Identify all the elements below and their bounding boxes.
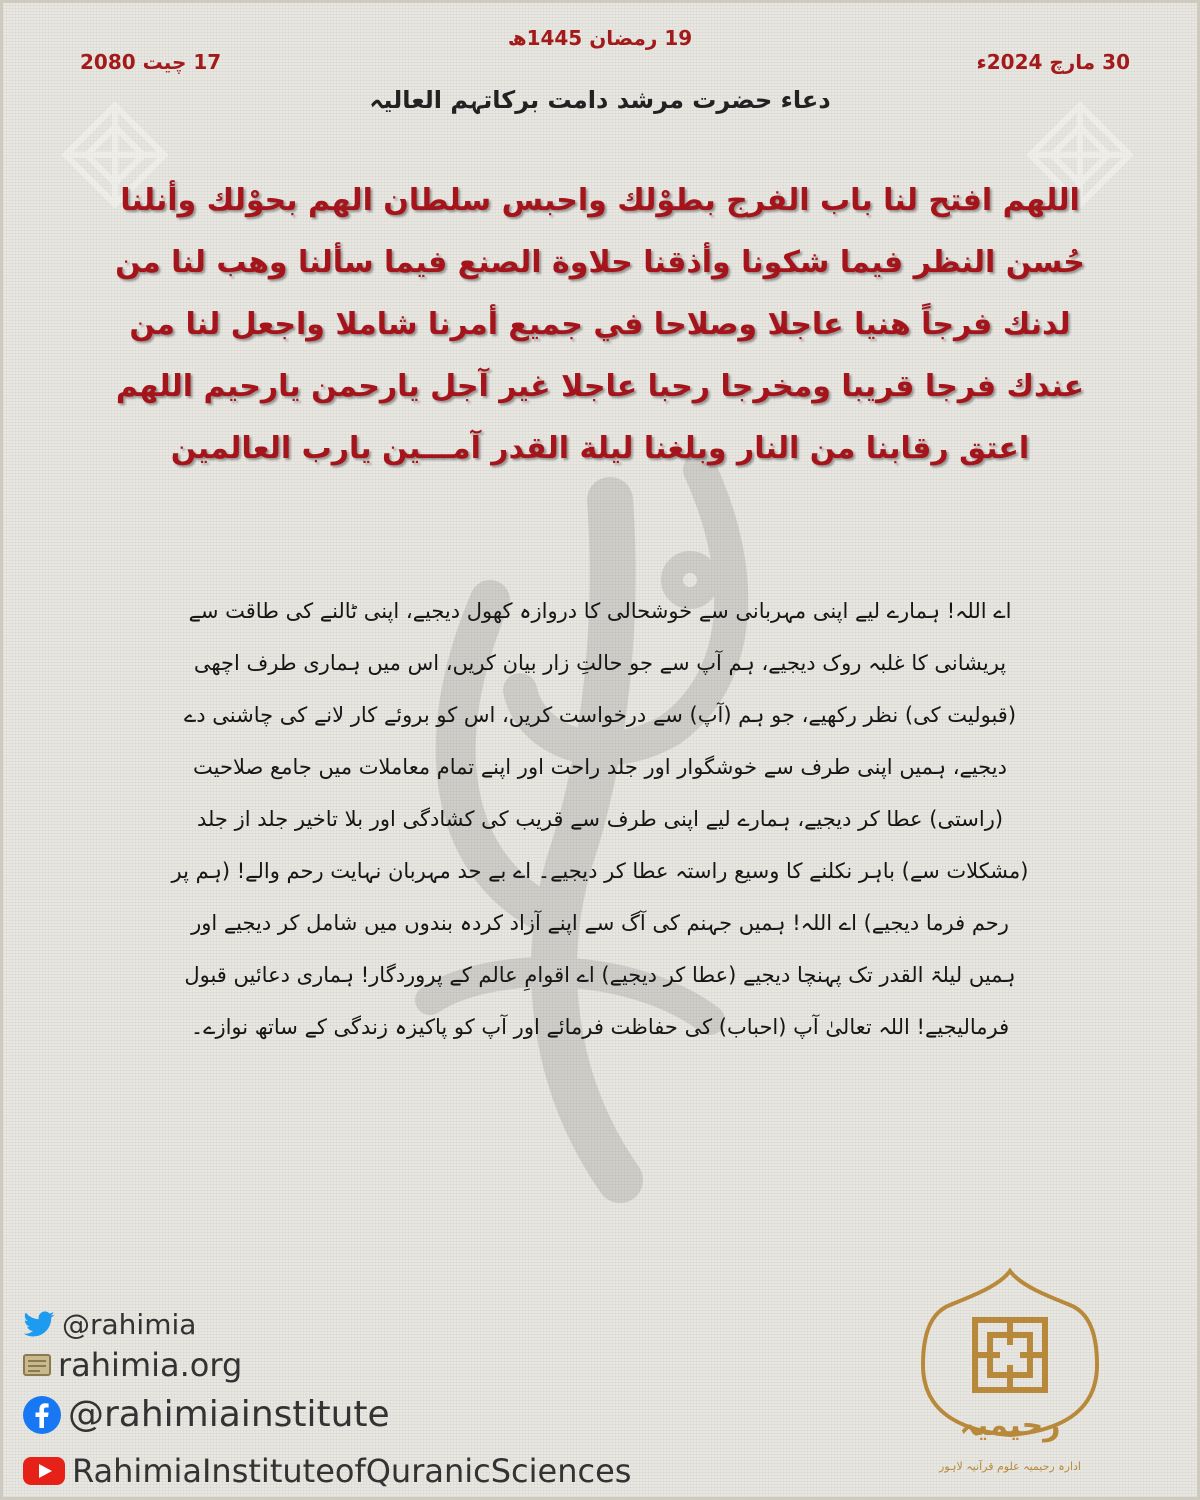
logo-subtitle: ادارہ رحیمیہ علوم قرآنیہ لاہور xyxy=(939,1460,1081,1473)
twitter-handle: @rahimia xyxy=(62,1308,197,1341)
facebook-link[interactable] xyxy=(22,1394,390,1435)
arabic-dua: اللهم افتح لنا باب الفرج بطوْلك واحبس سلطان الهم بحوْلك وأنلنا حُسن النظر فيما شكونا وأذقنا حلاوة الصنع فيما سألنا وهب لنا من لدنك فرجاً هنيا عاجلا وصلاحا في جميع أمرنا شاملا واجعل لنا من عندك فرجا قريبا ومخرجا رحبا عاجلا غير آجل يارحمن يارحيم اللهم اعتق رقابنا من النار وبلغنا ليلة القدر آمـــين يارب العالمين xyxy=(115,183,1085,466)
youtube-icon xyxy=(22,1455,66,1487)
bikrami-date: 17 چیت 2080 xyxy=(80,50,222,74)
web-icon xyxy=(22,1351,52,1379)
twitter-icon xyxy=(22,1311,56,1339)
logo-name: رحیمیہ xyxy=(959,1408,1061,1443)
hijri-date: 19 رمضان 1445ھ xyxy=(507,26,693,50)
website-link[interactable] xyxy=(22,1346,242,1384)
page-heading: دعاء حضرت مرشد دامت برکاتہم العالیہ xyxy=(369,86,831,114)
facebook-handle: @rahimiainstitute xyxy=(68,1394,390,1435)
facebook-icon xyxy=(22,1395,62,1435)
website-url: rahimia.org xyxy=(58,1346,243,1384)
gregorian-date: 30 مارچ 2024ء xyxy=(976,50,1130,74)
youtube-link[interactable] xyxy=(22,1452,631,1490)
youtube-channel: RahimiaInstituteofQuranicSciences xyxy=(72,1452,632,1490)
twitter-link[interactable] xyxy=(22,1308,196,1341)
rahimia-logo-icon xyxy=(905,1265,1115,1485)
urdu-translation: اے اللہ! ہمارے لیے اپنی مہربانی سے خوشحالی کا دروازہ کھول دیجیے، اپنی ٹالنے کی طاقت سے پریشانی کا غلبہ روک دیجیے، ہم آپ سے جو حالتِ زار بیان کریں، اس میں ہماری طرف اچھی (قبولیت کی) نظر رکھیے، جو ہم (آپ) سے درخواست کریں، اس کو بروئے کار لانے کی چاشنی دے دیجیے، ہمیں اپنی طرف سے خوشگوار اور جلد راحت اور اپنے تمام معاملات میں جامع صلاحیت (راستی) عطا کر دیجیے، ہمارے لیے اپنی طرف سے قریب کی کشادگی اور بلا تاخیر جلد از جلد (مشکلات سے) باہر نکلنے کا وسیع راستہ عطا کر دیجیے۔ اے بے حد مہربان نہایت رحم والے! (ہم پر رحم فرما دیجیے) اے اللہ! ہمیں جہنم کی آگ سے اپنے آزاد کردہ بندوں میں شامل کر دیجیے اور ہمیں لیلۃ القدر تک پہنچا دیجیے (عطا کر دیجیے) اے اقوامِ عالم کے پروردگار! ہماری دعائیں قبول فرمالیجیے! اللہ تعالیٰ آپ (احباب) کی حفاظت فرمائے اور آپ کو پاکیزہ زندگی کے ساتھ نوازے۔ xyxy=(171,599,1029,1039)
